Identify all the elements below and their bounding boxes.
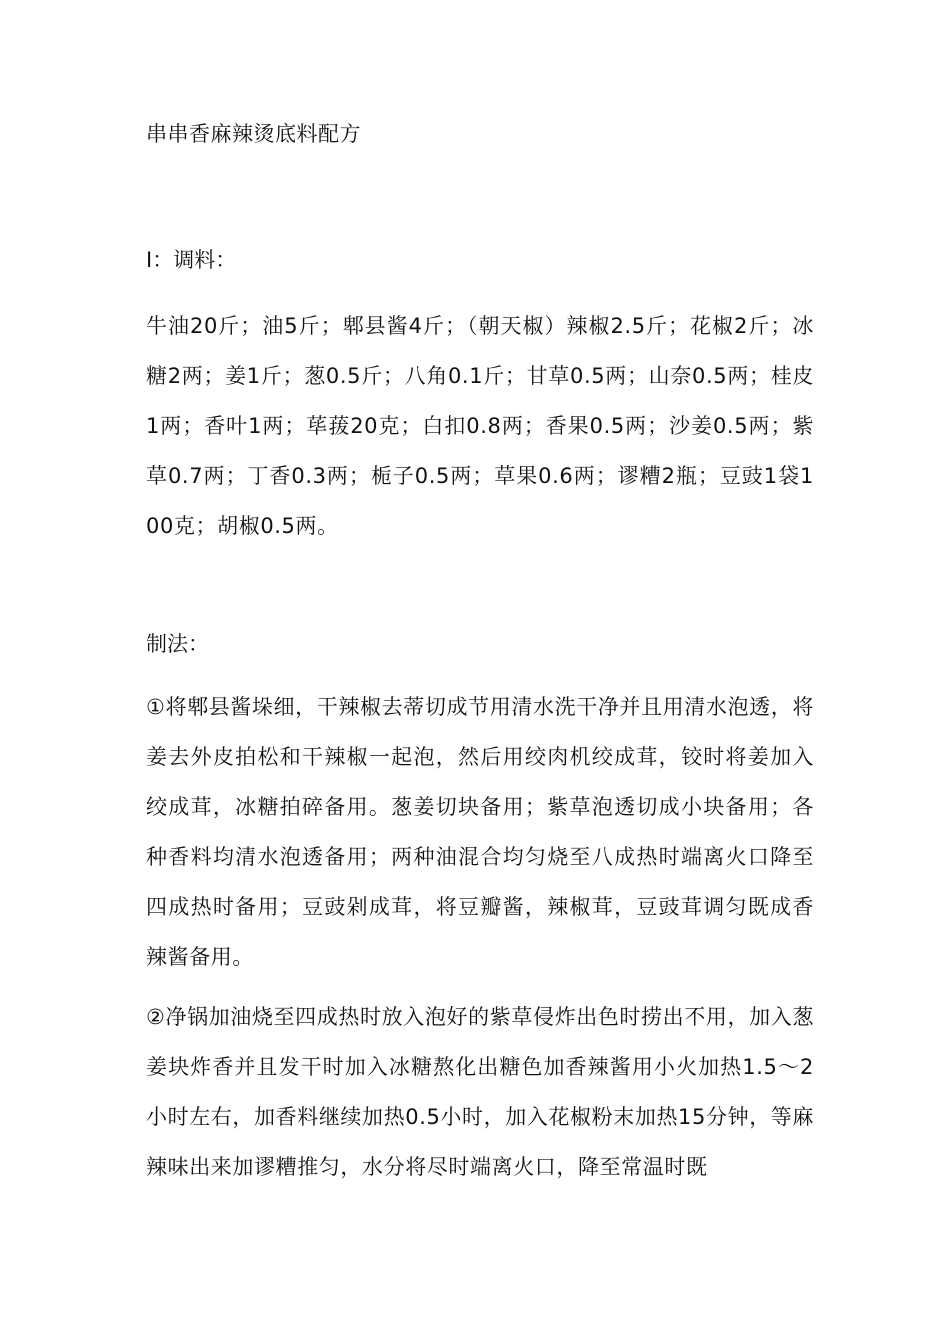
method-step-2: ②净锅加油烧至四成热时放入泡好的紫草侵炸出色时捞出不用，加入葱姜块炸香并且发干时加入冰糖熬化出糖色加香辣酱用小火加热1.5～2小时左右，加香料继续加热0.5小时，加入花椒粉末加热15分钟，等麻辣味出来加谬糟推匀，水分将尽时端离火口，降至常温时既 (146, 1005, 814, 1179)
section-heading-seasonings: Ⅰ：调料： (146, 248, 237, 272)
method-step-1: ①将郫县酱垛细，干辣椒去蒂切成节用清水洗干净并且用清水泡透，将姜去外皮拍松和干辣椒一起泡，然后用绞肉机绞成茸，铰时将姜加入绞成茸，冰糖拍碎备用。葱姜切块备用；紫草泡透切成小块备用；各种香料均清水泡透备用；两种油混合均匀烧至八成热时端离火口降至四成热时备用；豆豉剁成茸，将豆瓣酱，辣椒茸，豆豉茸调匀既成香辣酱备用。 (146, 695, 814, 969)
document-title: 串串香麻辣烫底料配方 (146, 122, 361, 146)
ingredients-paragraph: 牛油20斤；油5斤；郫县酱4斤；（朝天椒）辣椒2.5斤；花椒2斤；冰糖2两；姜1斤；葱0.5斤；八角0.1斤；甘草0.5两；山奈0.5两；桂皮1两；香叶1两；荜菝20克；白扣0.8两；香果0.5两；沙姜0.5两；紫草0.7两；丁香0.3两；栀子0.5两；草果0.6两；谬糟2瓶；豆豉1袋100克；胡椒0.5两。 (146, 314, 814, 538)
section-heading-method: 制法： (146, 632, 209, 656)
